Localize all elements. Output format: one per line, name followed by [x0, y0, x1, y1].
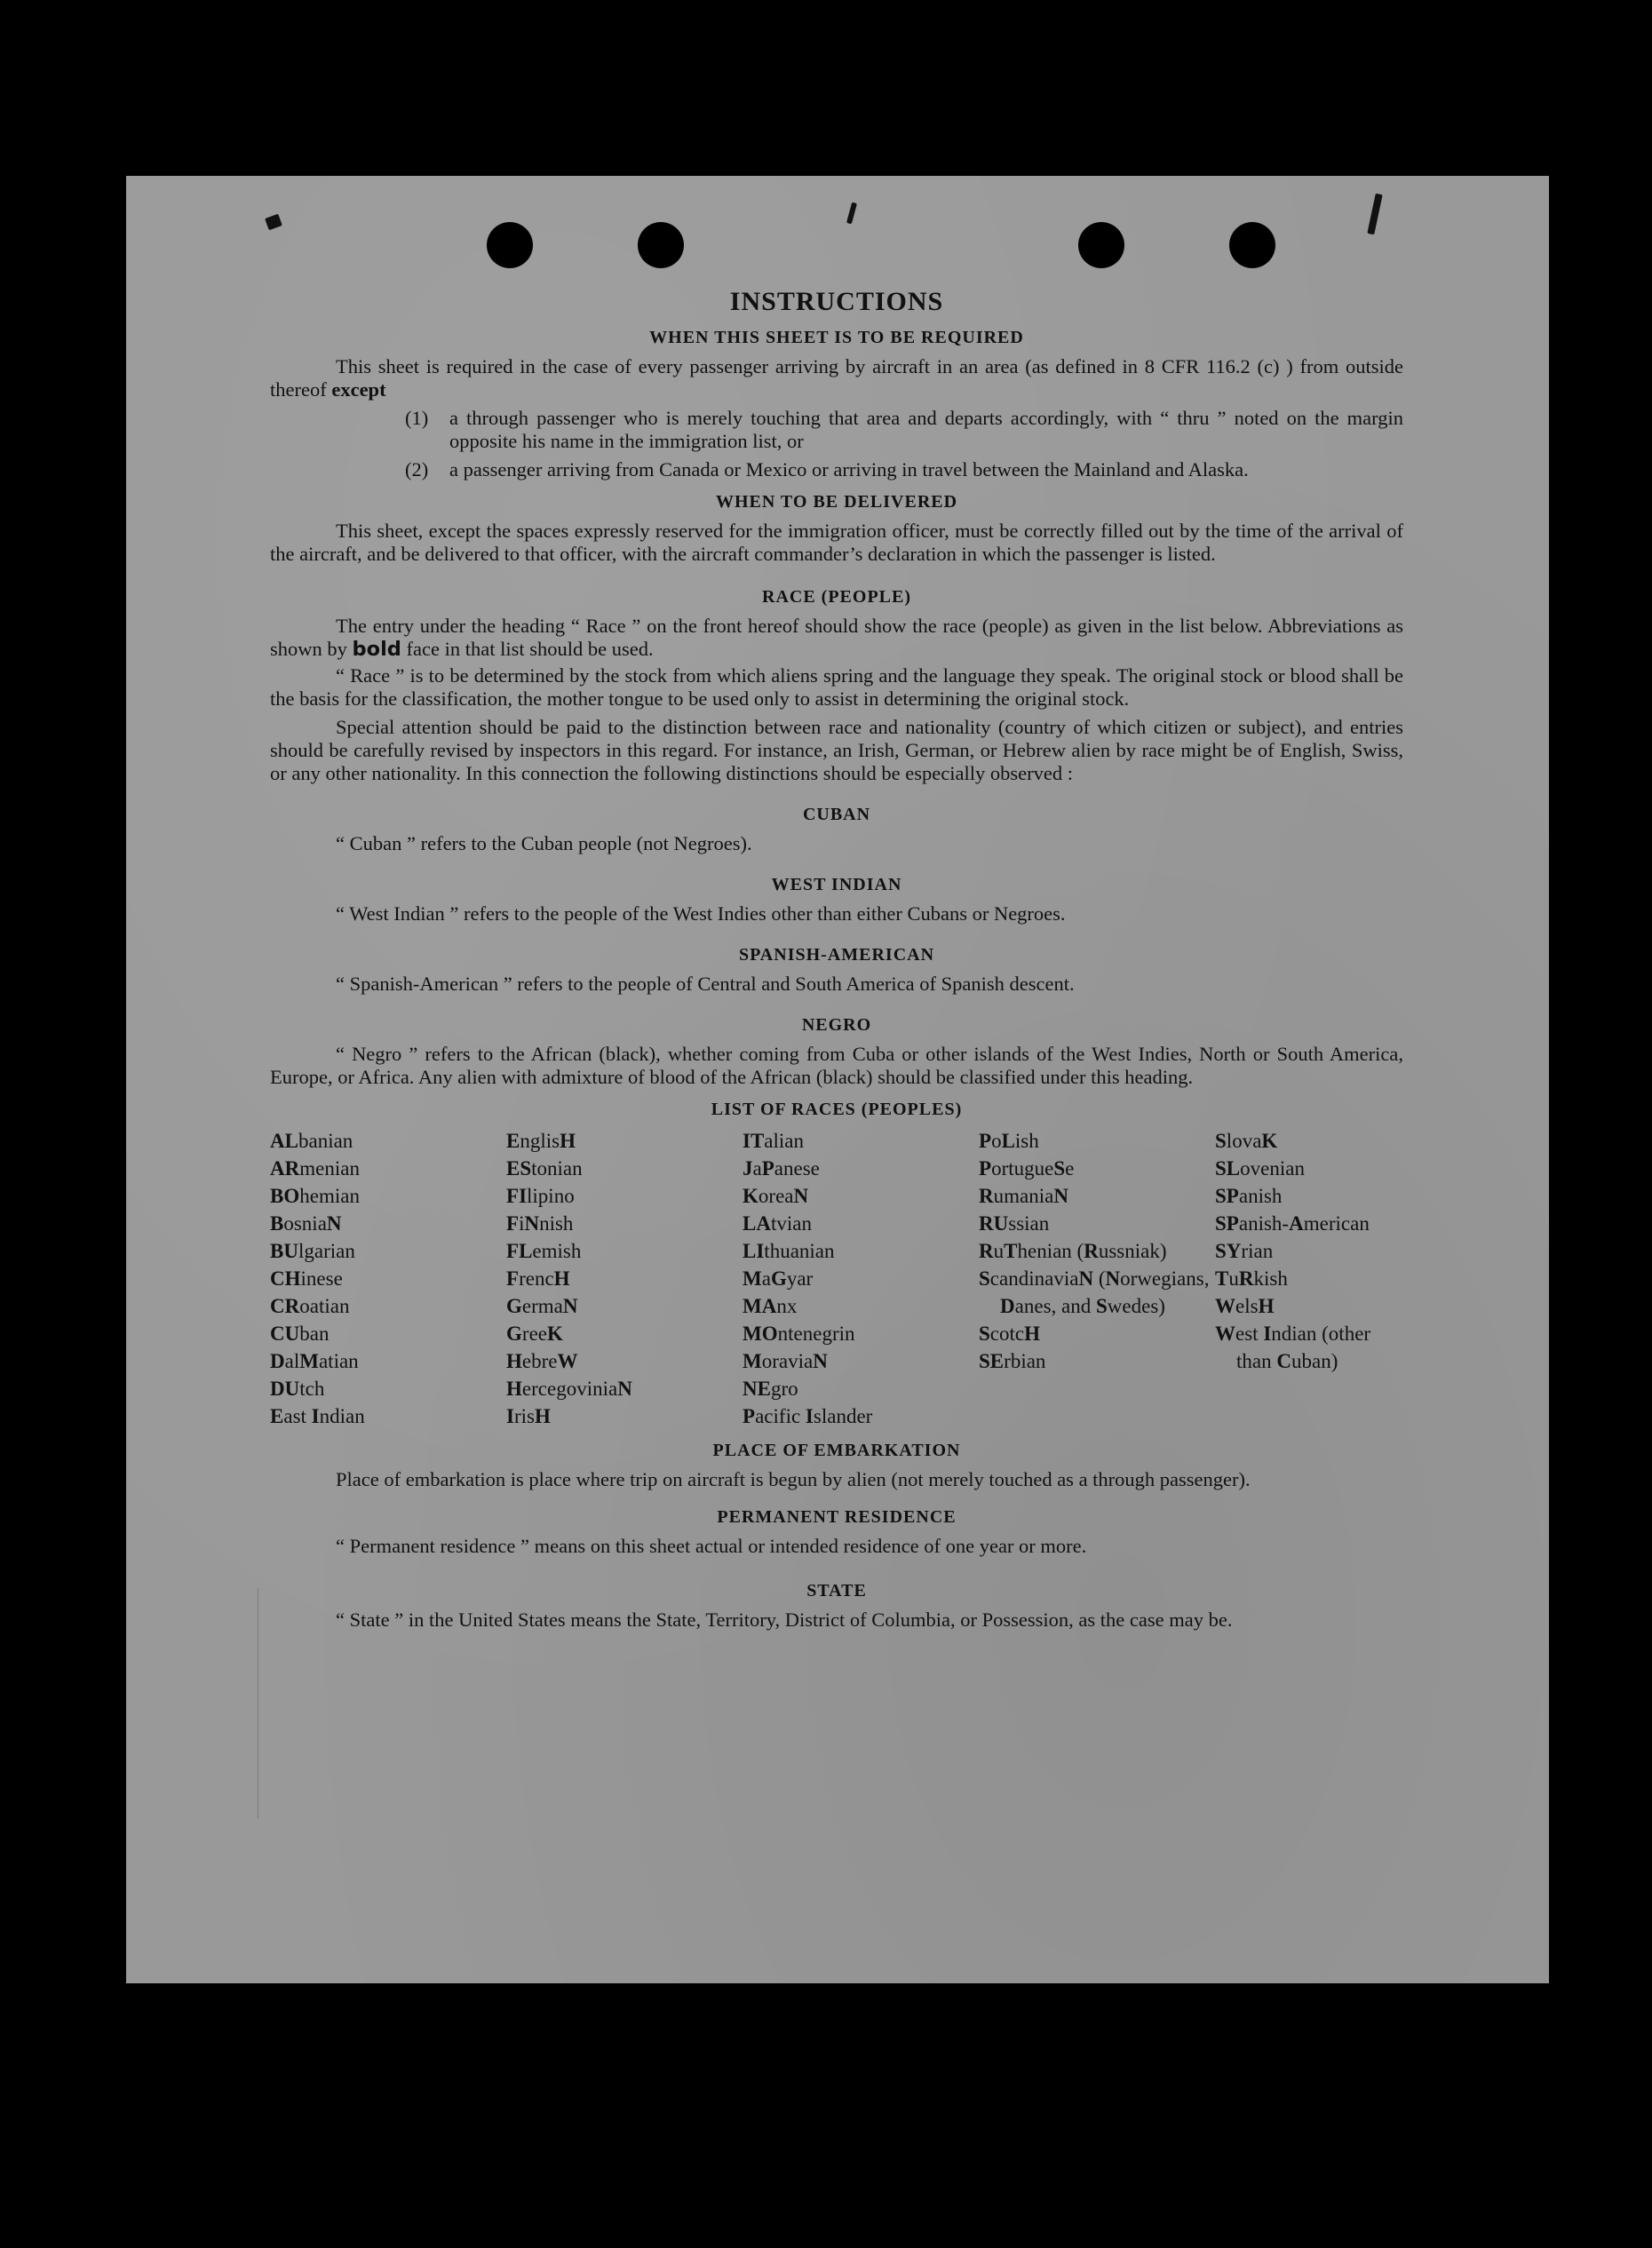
- bold-text: bold: [352, 638, 401, 661]
- punch-hole: [1078, 222, 1124, 268]
- race-entry: TuRkish: [1215, 1267, 1288, 1290]
- race-entry: MoraviaN: [743, 1350, 828, 1372]
- scan-mark: [265, 214, 282, 231]
- punch-hole: [1229, 222, 1275, 268]
- race-entry: FIlipino: [506, 1185, 575, 1207]
- paragraph-residence: “ Permanent residence ” means on this sheet actual or intended residence of one year or more.: [336, 1535, 1087, 1557]
- race-entry: RumaniaN: [979, 1185, 1068, 1207]
- race-entry: SPanish: [1215, 1185, 1283, 1207]
- paragraph-state: “ State ” in the United States means the State, Territory, District of Columbia, or Possession, as the case may be.: [336, 1609, 1233, 1631]
- race-entry: MOntenegrin: [743, 1323, 855, 1345]
- paragraph-west-indian: “ West Indian ” refers to the people of the West Indies other than either Cubans or Negroes.: [336, 902, 1066, 925]
- document-sheet: [126, 176, 1549, 1983]
- race-entry: RuThenian (Russniak): [979, 1240, 1167, 1262]
- race-entry: HebreW: [506, 1350, 578, 1372]
- list-item: [405, 407, 1403, 453]
- paragraph-embarkation: Place of embarkation is place where trip on aircraft is begun by alien (not merely touched as a through passenger).: [336, 1468, 1251, 1490]
- race-entry: ARmenian: [270, 1157, 360, 1180]
- page-title: INSTRUCTIONS: [729, 287, 944, 316]
- race-entry: SLovenian: [1215, 1157, 1305, 1180]
- race-entry: Pacific Islander: [743, 1405, 873, 1427]
- paragraph-text: The entry under the heading “ Race ” on the front hereof should show the race (people) as given in the list below. Abbreviations as shown by: [270, 615, 1403, 660]
- race-entry: MaGyar: [743, 1267, 814, 1290]
- paragraph-spanish-american: “ Spanish-American ” refers to the people of Central and South America of Spanish descent.: [336, 973, 1075, 995]
- paragraph-race-1: [270, 615, 1403, 661]
- race-entry: CHinese: [270, 1267, 343, 1290]
- paragraph-race-3: Special attention should be paid to the distinction between race and nationality (country of which citizen or subject), and entries should be carefully revised by inspectors in this regard. For instance, an Irish, German, or Hebrew alien by race might be of English, Swiss, or any other nationality. In this connection the following distinctions should be especially observed :: [270, 716, 1403, 784]
- race-entry: SErbian: [979, 1350, 1046, 1372]
- races-column-3: [743, 1127, 979, 1430]
- item-text: a passenger arriving from Canada or Mexico or arriving in travel between the Mainland and Alaska.: [449, 458, 1249, 481]
- race-entry: BOhemian: [270, 1185, 360, 1207]
- instructions-content: [270, 287, 1403, 1632]
- heading-race: RACE (PEOPLE): [762, 587, 911, 607]
- race-entry: FrencH: [506, 1267, 570, 1290]
- race-entry: KoreaN: [743, 1185, 809, 1207]
- race-entry: EStonian: [506, 1157, 583, 1180]
- race-entry: MAnx: [743, 1295, 798, 1317]
- race-entry: JaPanese: [743, 1157, 820, 1180]
- race-entry: SlovaK: [1215, 1130, 1278, 1152]
- paragraph-text: face in that list should be used.: [406, 638, 654, 660]
- race-entry: GermaN: [506, 1295, 578, 1317]
- scan-mark: [1367, 194, 1382, 235]
- race-entry: HercegoviniaN: [506, 1378, 632, 1400]
- heading-state: STATE: [806, 1581, 867, 1601]
- race-entry: RUssian: [979, 1212, 1050, 1235]
- heading-negro: NEGRO: [801, 1015, 872, 1035]
- heading-spanish-american: SPANISH-AMERICAN: [738, 945, 935, 965]
- item-number: (2): [405, 458, 429, 481]
- races-column-2: [506, 1127, 743, 1430]
- paragraph-when-required: [270, 355, 1403, 401]
- heading-cuban: CUBAN: [802, 805, 871, 824]
- race-entry: BUlgarian: [270, 1240, 355, 1262]
- heading-races-list: LIST OF RACES (PEOPLES): [711, 1100, 963, 1119]
- race-entry: LIthuanian: [743, 1240, 835, 1262]
- race-entry: EnglisH: [506, 1130, 576, 1152]
- heading-residence: PERMANENT RESIDENCE: [717, 1507, 957, 1527]
- punch-hole: [487, 222, 533, 268]
- race-entry: CRoatian: [270, 1295, 350, 1317]
- race-entry: FiNnish: [506, 1212, 574, 1235]
- paragraph-text: This sheet is required in the case of every passenger arriving by aircraft in an area (as defined in 8 CFR 116.2 (c) ) from outside thereof: [270, 355, 1403, 401]
- scan-mark: [846, 203, 857, 225]
- race-entry: ScandinaviaN (Norwegians, Danes, and Swedes): [979, 1267, 1210, 1317]
- race-entry: West Indian (other than Cuban): [1215, 1323, 1371, 1372]
- list-item: [405, 458, 1403, 481]
- races-column-5: [1215, 1127, 1403, 1430]
- heading-embarkation: PLACE OF EMBARKATION: [712, 1441, 961, 1460]
- race-entry: DUtch: [270, 1378, 325, 1400]
- race-entry: BosniaN: [270, 1212, 342, 1235]
- race-entry: GreeK: [506, 1323, 563, 1345]
- race-entry: NEgro: [743, 1378, 798, 1400]
- paragraph-when-delivered: This sheet, except the spaces expressly reserved for the immigration officer, must be correctly filled out by the time of the arrival of the aircraft, and be delivered to that officer, with the aircraft commander’s declaration in which the passenger is listed.: [270, 520, 1403, 565]
- race-entry: ALbanian: [270, 1130, 353, 1152]
- race-entry: PortugueSe: [979, 1157, 1075, 1180]
- races-column-4: [979, 1127, 1215, 1430]
- races-column-1: [270, 1127, 506, 1430]
- race-entry: SYrian: [1215, 1240, 1274, 1262]
- punch-hole: [638, 222, 684, 268]
- heading-when-delivered: WHEN TO BE DELIVERED: [715, 492, 958, 512]
- paragraph-cuban: “ Cuban ” refers to the Cuban people (not Negroes).: [336, 832, 752, 854]
- race-entry: FLemish: [506, 1240, 582, 1262]
- races-list: [270, 1127, 1403, 1430]
- race-entry: IrisH: [506, 1405, 551, 1427]
- race-entry: DalMatian: [270, 1350, 359, 1372]
- race-entry: PoLish: [979, 1130, 1039, 1152]
- bold-text: except: [331, 378, 386, 401]
- paragraph-negro: “ Negro ” refers to the African (black), whether coming from Cuba or other islands of the West Indies, North or South America, Europe, or Africa. Any alien with admixture of blood of the African (black) should be classified under this heading.: [270, 1043, 1403, 1088]
- race-entry: East Indian: [270, 1405, 365, 1427]
- heading-when-required: WHEN THIS SHEET IS TO BE REQUIRED: [649, 328, 1024, 347]
- race-entry: LAtvian: [743, 1212, 812, 1235]
- heading-west-indian: WEST INDIAN: [771, 875, 902, 894]
- item-text: a through passenger who is merely touching that area and departs accordingly, with “ thru ” noted on the margin opposite his name in the immigration list, or: [449, 407, 1403, 452]
- race-entry: ITalian: [743, 1130, 805, 1152]
- race-entry: SPanish-American: [1215, 1212, 1370, 1235]
- race-entry: WelsH: [1215, 1295, 1275, 1317]
- race-entry: CUban: [270, 1323, 330, 1345]
- item-number: (1): [405, 407, 429, 429]
- race-entry: ScotcH: [979, 1323, 1041, 1345]
- paragraph-race-2: “ Race ” is to be determined by the stock from which aliens spring and the language they speak. The original stock or blood shall be the basis for the classification, the mother tongue to be used only to assist in determining the original stock.: [270, 664, 1403, 710]
